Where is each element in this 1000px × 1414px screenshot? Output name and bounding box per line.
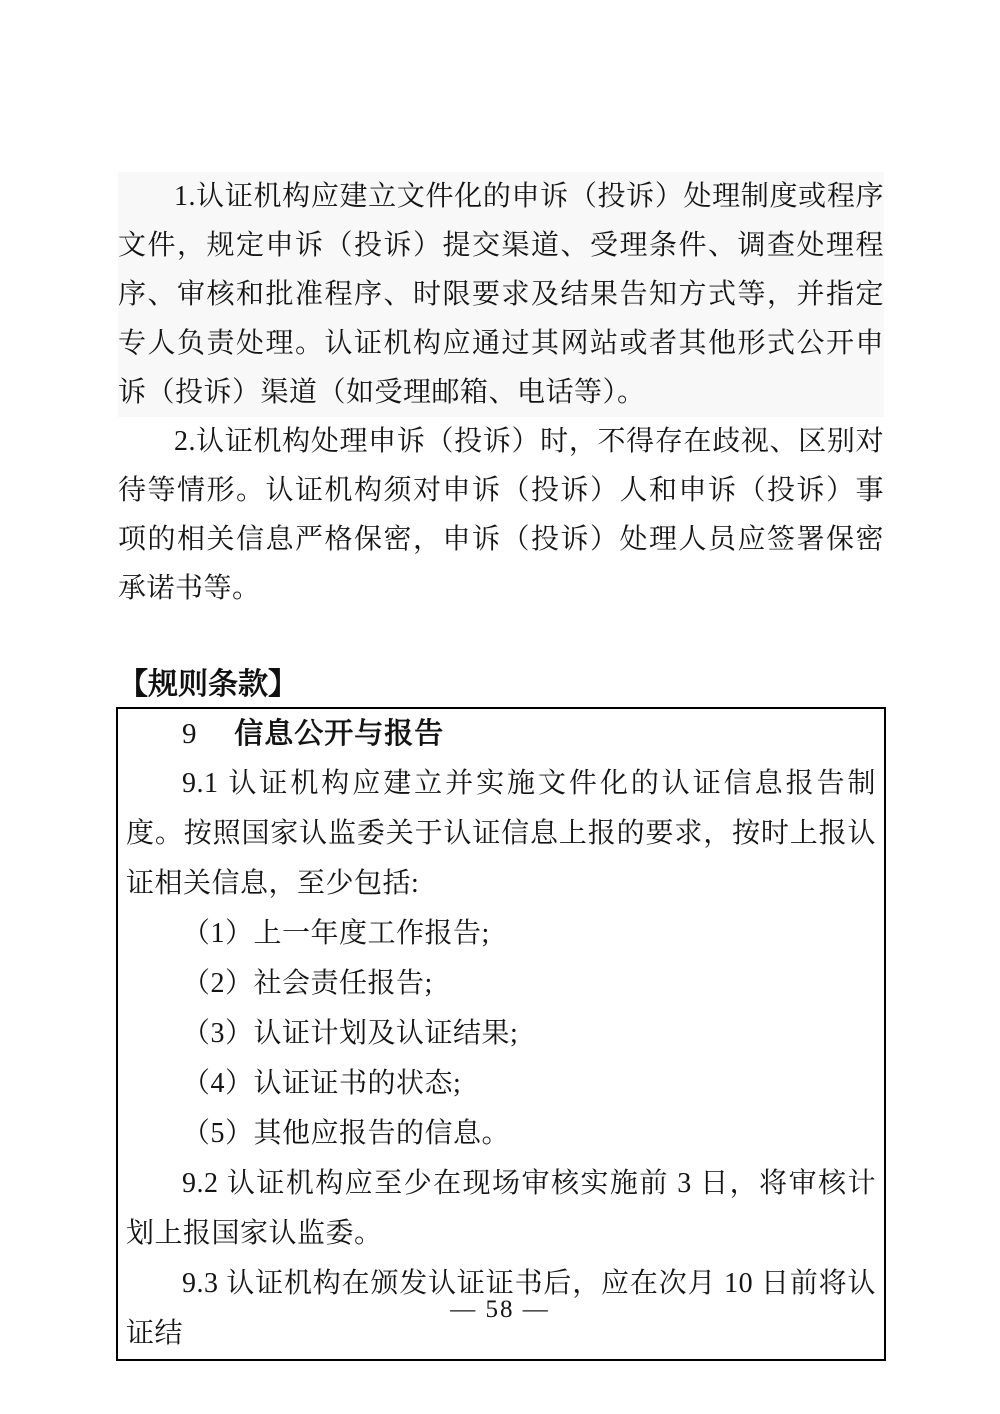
page-content [118,172,884,1361]
rule-box-title [126,709,876,759]
rule-title-label: 信息公开与报告 [234,718,445,750]
rule-title-number: 9 [182,718,197,750]
rules-section-heading: 【规则条款】 [118,668,298,701]
clause-9-1: 9.1 认证机构应建立并实施文件化的认证信息报告制度。按照国家认监委关于认证信息上报的要求，按时上报认证相关信息，至少包括: [126,768,876,899]
list-item-4: （4）认证证书的状态; [182,1068,462,1099]
list-item-5: （5）其他应报告的信息。 [182,1118,511,1149]
list-item-3: （3）认证计划及认证结果; [182,1018,519,1049]
list-item-1: （1）上一年度工作报告; [182,918,490,949]
intro-paragraph-1: 1.认证机构应建立文件化的申诉（投诉）处理制度或程序文件，规定申诉（投诉）提交渠道、受理条件、调查处理程序、审核和批准程序、时限要求及结果告知方式等，并指定专人负责处理。认证机构应通过其网站或者其他形式公开申诉（投诉）渠道（如受理邮箱、电话等）。 [118,172,884,417]
page-number: — 58 — [450,1296,550,1323]
intro-paragraph-2: 2.认证机构处理申诉（投诉）时，不得存在歧视、区别对待等情形。认证机构须对申诉（投诉）人和申诉（投诉）事项的相关信息严格保密，申诉（投诉）处理人员应签署保密承诺书等。 [118,426,884,604]
list-item-2: （2）社会责任报告; [182,968,433,999]
rules-box [116,707,886,1361]
clause-9-2: 9.2 认证机构应至少在现场审核实施前 3 日，将审核计划上报国家认监委。 [126,1168,876,1249]
clause-9-3: 9.3 认证机构在颁发认证证书后，应在次月 10 日前将认证结 [126,1268,876,1349]
